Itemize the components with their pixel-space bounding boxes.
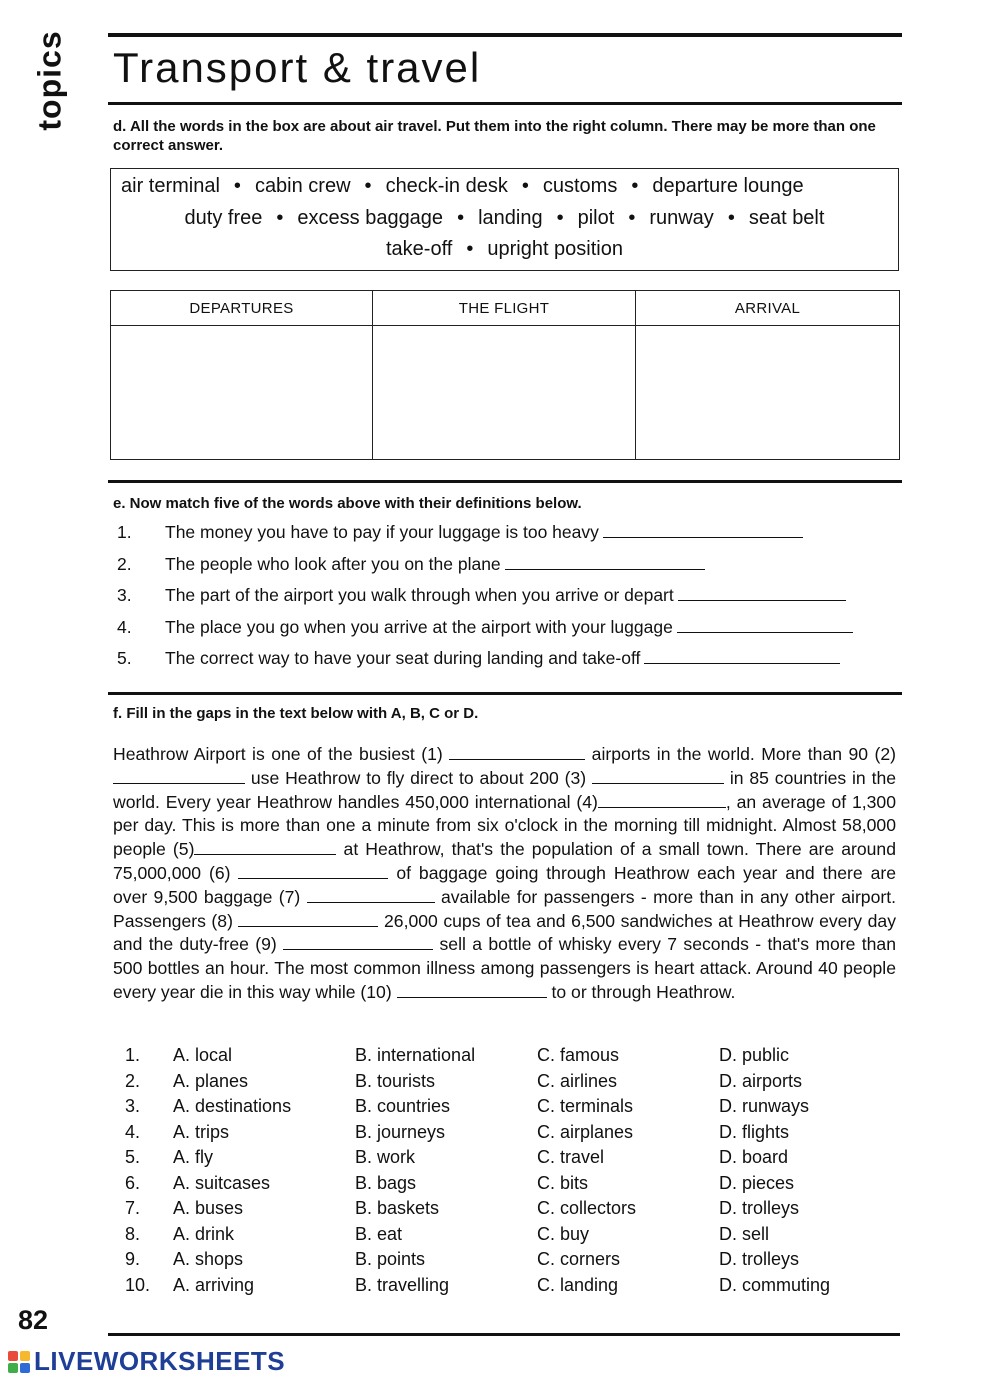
option-c[interactable]: C. bits	[537, 1172, 589, 1193]
passage-segment: airports in the world. More than 90 (2)	[591, 744, 896, 764]
passage-segment: sell a bottle of whisky every 7 seconds - that's more than 500 bottles an hour. The most common illness among passengers is heart attack. Around 40 people every year die in this way while (10)	[113, 934, 897, 1002]
bullet-separator: •	[457, 207, 465, 229]
passage-segment: 26,000 cups of tea and 6,500 sandwiches at Heathrow every day and the duty-free (9)	[113, 910, 896, 955]
option-d[interactable]: D. flights	[719, 1121, 790, 1142]
option-b[interactable]: B. international	[355, 1045, 476, 1065]
word-chip[interactable]: customs	[542, 175, 618, 197]
passage-segment: of baggage going through Heathrow each year and there are over 9,500 baggage (7)	[113, 862, 897, 907]
passage-segment: available for passengers - more than in any other airport. Passengers (8)	[113, 886, 897, 931]
option-number: 5.	[125, 1147, 141, 1167]
definition-item	[117, 648, 907, 680]
word-chip[interactable]: duty free	[184, 207, 263, 229]
gap-9-blank[interactable]	[283, 948, 433, 950]
option-d[interactable]: D. trolleys	[719, 1249, 800, 1269]
logo-square	[20, 1351, 30, 1361]
option-c[interactable]: C. corners	[537, 1249, 621, 1269]
column-header-departures: DEPARTURES	[111, 291, 373, 326]
option-c[interactable]: C. travel	[537, 1147, 605, 1167]
word-chip[interactable]: landing	[478, 207, 543, 229]
section-e-rule	[108, 480, 902, 483]
definition-answer-blank[interactable]	[505, 568, 705, 570]
passage-segment: use Heathrow to fly direct to about 200 (3)	[250, 767, 587, 788]
definition-item	[117, 585, 907, 617]
column-header-the-flight: THE FLIGHT	[373, 291, 636, 326]
section-f-rule	[108, 692, 902, 695]
option-c[interactable]: C. airlines	[537, 1070, 618, 1091]
option-d[interactable]: D. airports	[719, 1070, 803, 1091]
option-a[interactable]: A. drink	[173, 1223, 235, 1244]
option-b[interactable]: B. tourists	[355, 1070, 436, 1091]
word-box-line-3	[111, 238, 898, 261]
definition-item	[117, 522, 907, 554]
option-c[interactable]: C. famous	[537, 1045, 620, 1065]
definition-number: 2.	[117, 553, 132, 574]
departures-answer-cell[interactable]	[111, 326, 373, 459]
topics-side-tab	[18, 30, 82, 130]
arrival-answer-cell[interactable]	[636, 326, 899, 459]
option-b[interactable]: B. baskets	[355, 1198, 440, 1218]
passage-segment: at Heathrow, that's the population of a small town. There are around 75,000,000 (6)	[113, 839, 896, 883]
definition-text: The money you have to pay if your luggage is too heavy	[165, 522, 599, 542]
word-chip[interactable]: upright position	[487, 238, 623, 260]
option-c[interactable]: C. buy	[537, 1223, 590, 1244]
definition-answer-blank[interactable]	[644, 662, 840, 664]
option-d[interactable]: D. pieces	[719, 1172, 795, 1193]
word-chip[interactable]: air terminal	[121, 175, 220, 197]
passage-segment: , an average of 1,300 per day. This is more than one a minute from six o'clock in the morning till midnight. Almost 58,000 people (5)	[113, 791, 896, 860]
gap-4-blank[interactable]	[598, 806, 726, 808]
footer-rule	[108, 1333, 900, 1336]
logo-square	[8, 1351, 18, 1361]
gap-3-blank[interactable]	[592, 782, 724, 784]
gap-fill-passage	[113, 743, 896, 1005]
section-e-instruction: e. Now match five of the words above with their definitions below.	[113, 495, 582, 512]
word-chip[interactable]: departure lounge	[652, 175, 804, 197]
passage-segment: to or through Heathrow.	[551, 981, 736, 1002]
option-a[interactable]: A. destinations	[173, 1096, 292, 1116]
definition-number: 4.	[117, 616, 132, 637]
option-a[interactable]: A. planes	[173, 1070, 249, 1091]
option-b[interactable]: B. travelling	[355, 1274, 450, 1295]
option-number: 1.	[125, 1045, 141, 1065]
word-chip[interactable]: take-off	[385, 238, 453, 260]
side-tab-label: topics	[31, 29, 68, 131]
bullet-separator: •	[364, 175, 372, 197]
option-number: 6.	[125, 1172, 141, 1193]
bullet-separator: •	[628, 207, 636, 229]
option-c[interactable]: C. airplanes	[537, 1121, 634, 1142]
definition-answer-blank[interactable]	[677, 631, 853, 633]
bullet-separator: •	[276, 207, 284, 229]
top-rule	[108, 33, 902, 37]
definition-item	[117, 554, 907, 586]
gap-1-blank[interactable]	[449, 758, 585, 760]
word-chip[interactable]: excess baggage	[297, 207, 444, 229]
sorting-table	[110, 290, 900, 460]
word-box-line-1	[111, 175, 908, 198]
definition-number: 1.	[117, 522, 132, 542]
definition-text: The place you go when you arrive at the airport with your luggage	[165, 616, 673, 637]
definition-answer-blank[interactable]	[678, 599, 846, 601]
option-c[interactable]: C. collectors	[537, 1198, 637, 1218]
definition-number: 5.	[117, 648, 132, 668]
option-b[interactable]: B. points	[355, 1249, 426, 1269]
option-d[interactable]: D. runways	[719, 1096, 810, 1116]
option-b[interactable]: B. countries	[355, 1096, 451, 1116]
bullet-separator: •	[556, 207, 564, 229]
brand-name: LIVEWORKSHEETS	[34, 1346, 286, 1376]
option-d[interactable]: D. public	[719, 1045, 790, 1065]
option-d[interactable]: D. sell	[719, 1223, 770, 1244]
option-b[interactable]: B. journeys	[355, 1121, 446, 1142]
logo-square	[20, 1363, 30, 1373]
word-chip[interactable]: cabin crew	[254, 175, 351, 197]
option-a[interactable]: A. suitcases	[173, 1172, 271, 1193]
option-d[interactable]: D. commuting	[719, 1274, 831, 1295]
definition-item	[117, 617, 907, 649]
gap-10-blank[interactable]	[397, 996, 547, 998]
option-c[interactable]: C. landing	[537, 1274, 619, 1295]
definition-number: 3.	[117, 585, 132, 605]
definition-text: The part of the airport you walk through when you arrive or depart	[165, 585, 674, 605]
option-number: 10.	[125, 1274, 151, 1295]
section-d-instruction: d. All the words in the box are about air travel. Put them into the right column. There may be more than one correct answer.	[113, 118, 876, 154]
page-title: Transport & travel	[113, 44, 482, 91]
option-a[interactable]: A. fly	[173, 1147, 214, 1167]
column-header-arrival: ARRIVAL	[636, 291, 899, 326]
bullet-separator: •	[727, 207, 735, 229]
option-a[interactable]: A. local	[173, 1045, 233, 1065]
definition-answer-blank[interactable]	[603, 536, 803, 538]
passage-segment: Heathrow Airport is one of the busiest (1)	[113, 744, 443, 764]
option-number: 8.	[125, 1223, 141, 1244]
option-number: 3.	[125, 1096, 141, 1116]
gap-5-blank[interactable]	[194, 853, 336, 855]
the-flight-answer-cell[interactable]	[373, 326, 636, 459]
liveworksheets-brand[interactable]	[8, 1346, 285, 1377]
option-a[interactable]: A. trips	[173, 1121, 230, 1142]
gap-7-blank[interactable]	[307, 901, 435, 903]
word-box	[110, 168, 899, 271]
option-number: 9.	[125, 1249, 141, 1269]
option-b[interactable]: B. eat	[355, 1223, 403, 1244]
bullet-separator: •	[233, 175, 241, 197]
word-chip[interactable]: pilot	[577, 207, 615, 229]
section-f-instruction: f. Fill in the gaps in the text below with A, B, C or D.	[113, 705, 479, 722]
option-number: 7.	[125, 1198, 141, 1218]
page-number: 82	[18, 1305, 49, 1335]
gap-2-blank[interactable]	[113, 782, 245, 784]
option-number: 4.	[125, 1121, 141, 1142]
word-chip[interactable]: runway	[649, 207, 714, 229]
option-d[interactable]: D. board	[719, 1147, 789, 1167]
option-a[interactable]: A. shops	[173, 1249, 244, 1269]
word-chip[interactable]: check-in desk	[385, 175, 508, 197]
option-number: 2.	[125, 1070, 141, 1091]
bullet-separator: •	[631, 175, 639, 197]
gap-6-blank[interactable]	[238, 877, 388, 879]
option-b[interactable]: B. work	[355, 1147, 416, 1167]
passage-segment: in 85 countries in the world. Every year Heathrow handles 450,000 international (4)	[113, 767, 897, 812]
bullet-separator: •	[521, 175, 529, 197]
logo-square	[8, 1363, 18, 1373]
option-a[interactable]: A. buses	[173, 1198, 244, 1218]
liveworksheets-logo-icon	[8, 1351, 30, 1373]
definition-text: The correct way to have your seat during landing and take-off	[165, 648, 641, 668]
word-box-line-2	[111, 207, 898, 230]
gap-8-blank[interactable]	[238, 925, 378, 927]
word-chip[interactable]: seat belt	[748, 207, 825, 229]
definition-text: The people who look after you on the plane	[165, 553, 501, 574]
option-c[interactable]: C. terminals	[537, 1096, 634, 1116]
option-a[interactable]: A. arriving	[173, 1274, 255, 1295]
bullet-separator: •	[466, 238, 474, 260]
title-rule	[108, 102, 902, 105]
option-b[interactable]: B. bags	[355, 1172, 417, 1193]
option-d[interactable]: D. trolleys	[719, 1198, 800, 1218]
definitions-list	[117, 522, 907, 680]
